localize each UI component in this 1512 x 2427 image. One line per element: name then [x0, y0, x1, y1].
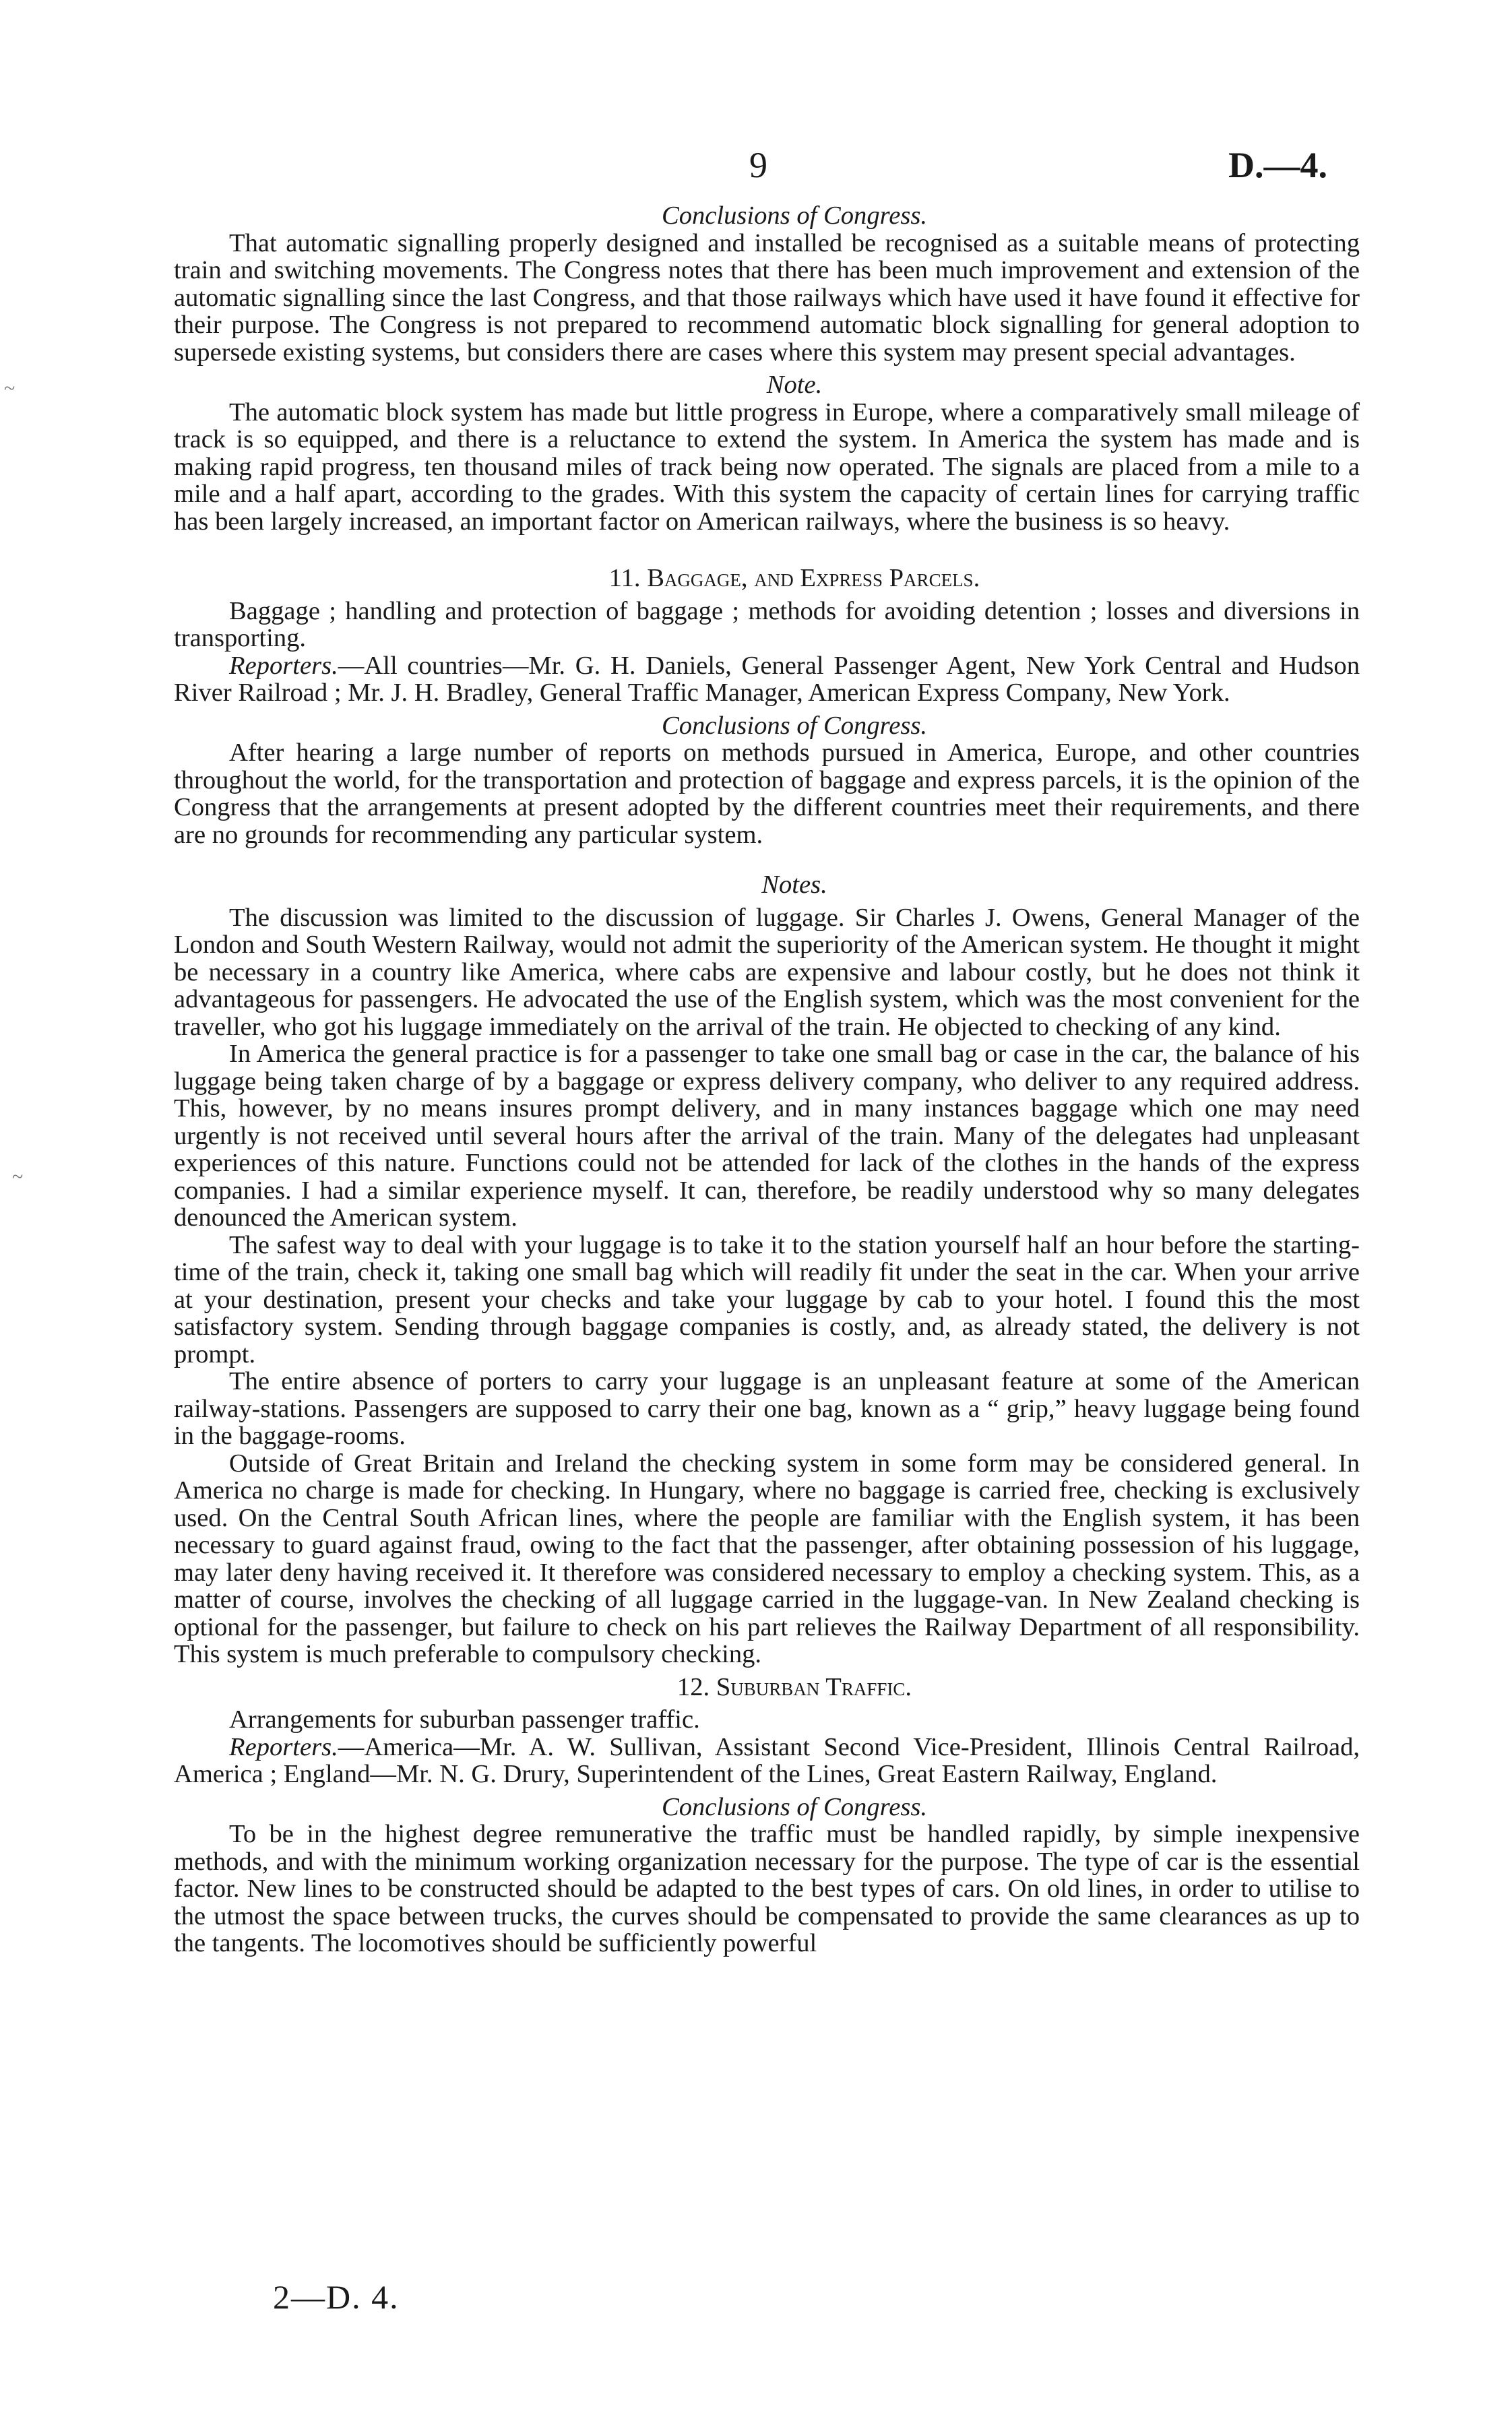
conclusions-heading: Conclusions of Congress.: [661, 201, 928, 230]
conclusions-heading: Conclusions of Congress.: [661, 711, 928, 740]
document-reference: D.—4.: [1228, 145, 1327, 185]
paragraph: The safest way to deal with your luggage is to take it to the station yourself half an hour before the starting-time of the train, check it, taking one small bag which will readily fit under the seat in the car. When your arrive at your destination, present your checks and take your luggage by cab to your hotel. I found this the most satisfactory system. Sending through baggage companies is costly, and, as already stated, the delivery is not prompt.: [174, 1230, 1360, 1368]
page-footer: 2—D. 4.: [273, 2278, 400, 2316]
notes-heading: Notes.: [761, 871, 827, 899]
paragraph: To be in the highest degree remunerative the traffic must be handled rapidly, by simple inexpensive methods, and with the minimum working organization necessary for the purpose. The type of car is the essential factor. New lines to be constructed should be adapted to the best types of cars. On old lines, in order to utilise to the utmost the space between trucks, the curves should be compensated to provide the same clearances as up to the tangents. The locomotives should be sufficiently powerful: [174, 1820, 1360, 1957]
paragraph: Baggage ; handling and protection of baggage ; methods for avoiding detention ; losses and diversions in transporting.: [174, 596, 1360, 652]
margin-mark-icon: ~: [4, 377, 15, 400]
paragraph: The automatic block system has made but little progress in Europe, where a comparatively small mileage of track is so equipped, and there is a reluctance to extend the system. In America the system has made and is making rapid progress, ten thousand miles of track being now operated. The signals are placed from a mile to a mile and a half apart, according to the grades. With this system the capacity of certain lines for carrying traffic has been largely increased, an important factor on American railways, where the business is so heavy.: [174, 398, 1360, 536]
paragraph: The discussion was limited to the discussion of luggage. Sir Charles J. Owens, General Manager of the London and South Western Railway, would not admit the superiority of the American system. He thought it might be necessary in a country like America, where cabs are expensive and labour costly, but he does not think it advantageous for passengers. He advocated the use of the English system, which was the most convenient for the traveller, who got his luggage immediately on the arrival of the train. He objected to checking of any kind.: [174, 903, 1360, 1041]
paragraph: In America the general practice is for a passenger to take one small bag or case in the car, the balance of his luggage being taken charge of by a baggage or express delivery company, who deliver to any required address. This, however, by no means insures prompt delivery, and in many instances baggage which one may need urgently is not received until several hours after the arrival of the train. Many of the delegates had unpleasant experiences of this nature. Functions could not be attended for lack of the clothes in the hands of the express companies. I had a similar experience myself. It can, therefore, be readily understood why so many delegates denounced the American system.: [174, 1040, 1360, 1232]
page-header: [0, 144, 1512, 191]
paragraph: The entire absence of porters to carry your luggage is an unpleasant feature at some of the American railway-stations. Passengers are supposed to carry their one bag, known as a “ grip,” heavy luggage being found in the baggage-rooms.: [174, 1367, 1360, 1450]
paragraph: Arrangements for suburban passenger traffic.: [229, 1705, 700, 1734]
conclusions-heading: Conclusions of Congress.: [661, 1792, 928, 1821]
reporters-paragraph: [174, 652, 1360, 707]
reporters-paragraph: [174, 1734, 1360, 1788]
note-heading: Note.: [766, 371, 823, 399]
reporters-text: —America—Mr. A. W. Sullivan, Assistant Second Vice-President, Illinois Central Railroad, America ; England—Mr. N. G. Drury, Superintendent of the Lines, Great Eastern Railway, England.: [174, 1732, 1360, 1788]
paragraph: That automatic signalling properly designed and installed be recognised as a suitable means of protecting train and switching movements. The Congress notes that there has been much improvement and extension of the automatic signalling since the last Congress, and that those railways which have used it have found it effective for their purpose. The Congress is not prepared to recommend automatic block signalling for general adoption to supersede existing systems, but considers there are cases where this system may present special advantages.: [174, 228, 1360, 367]
paragraph: Outside of Great Britain and Ireland the checking system in some form may be considered general. In America no charge is made for checking. In Hungary, where no baggage is carried free, checking is exclusively used. On the Central South African lines, where the people are familiar with the English system, it has been necessary to guard against fraud, owing to the fact that the passenger, after obtaining possession of his luggage, may later deny having received it. It therefore was considered necessary to employ a checking system. This, as a matter of course, involves the checking of all luggage carried in the luggage-van. In New Zealand checking is optional for the passenger, but failure to check on his part relieves the Railway Department of all responsibility. This system is much preferable to compulsory checking.: [174, 1449, 1360, 1668]
reporters-text: —All countries—Mr. G. H. Daniels, General Passenger Agent, New York Central and Hudson River Railroad ; Mr. J. H. Bradley, General Traffic Manager, American Express Company, New York.: [174, 651, 1360, 707]
reporters-label: Reporters.: [229, 651, 338, 680]
section-heading-11: 11. Baggage, and Express Parcels.: [608, 564, 980, 592]
paragraph: After hearing a large number of reports on methods pursued in America, Europe, and other countries throughout the world, for the transportation and protection of baggage and express parcels, it is the opinion of the Congress that the arrangements at present adopted by the different countries meet their requirements, and there are no grounds for recommending any particular system.: [174, 738, 1360, 849]
section-heading-12: 12. Suburban Traffic.: [676, 1672, 912, 1701]
margin-mark-icon: ~: [12, 1166, 24, 1188]
reporters-label: Reporters.: [229, 1732, 338, 1761]
body-text: [174, 202, 1360, 1957]
page-number: 9: [749, 145, 767, 185]
